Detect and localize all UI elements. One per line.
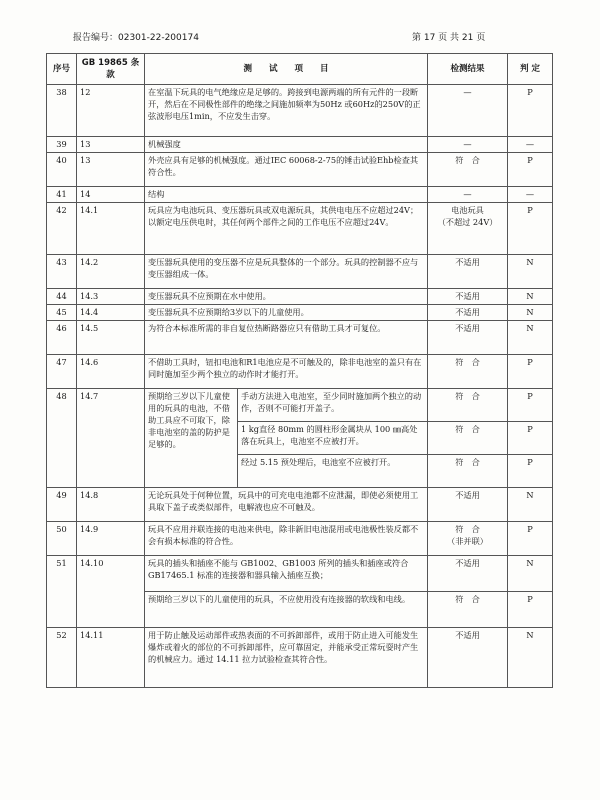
judge-cell: N [508,488,553,522]
result-text: 不适用 [455,558,480,568]
result-text: 不适用 [455,323,480,333]
judge-cell: P [508,355,553,389]
col-item: 测 试 项 目 [145,54,428,85]
row-clause: 14 [77,187,145,203]
row-clause: 14.3 [77,289,145,305]
result-cell [428,289,508,305]
result-cell [428,389,508,422]
table-row [47,522,553,556]
judge-cell: N [508,321,553,355]
table-row [47,355,553,389]
row-clause: 14.8 [77,488,145,522]
row-number: 41 [47,187,77,203]
table-row [47,389,553,422]
result-cell [428,321,508,355]
row-clause: 13 [77,137,145,153]
row-number: 50 [47,522,77,556]
sub-item-text: 1 kg直径 80mm 的圆柱形金属块从 100 ㎜高处落在玩具上，电池室不应被打开。 [238,422,428,455]
result-text: 符 合 [455,357,480,367]
row-clause: 14.7 [77,389,145,488]
result-text: 不适用 [455,630,480,640]
table-header-row [47,54,553,85]
result-cell [428,355,508,389]
col-no: 序号 [47,54,77,85]
result-text: 不适用 [455,490,480,500]
item-text: 玩具不应用并联连接的电池来供电，除非新旧电池混用或电池极性装反都不会有损本标准的符合性。 [145,522,428,556]
row-number: 49 [47,488,77,522]
result-text: 符 合 [455,594,480,604]
item-text: 变压器玩具不应预期在水中使用。 [145,289,428,305]
table-row [47,137,553,153]
result-cell [428,255,508,289]
result-cell [428,153,508,187]
judge-cell: N [508,556,553,592]
judge-cell: P [508,389,553,422]
row-number: 51 [47,556,77,628]
row-number: 45 [47,305,77,321]
table-row [47,187,553,203]
table-row [47,85,553,137]
item-text: 玩具应为电池玩具、变压器玩具或双电源玩具，其供电电压不应超过24V；以额定电压供电时，其任何两个部件之间的工作电压不应超过24V。 [145,203,428,255]
row-clause: 14.10 [77,556,145,628]
judge-cell: N [508,289,553,305]
row-clause: 14.4 [77,305,145,321]
item-text: 机械强度 [145,137,428,153]
result-cell [428,455,508,488]
judge-cell: P [508,522,553,556]
row-number: 40 [47,153,77,187]
result-cell [428,305,508,321]
result-text: 符 合 [455,524,480,534]
row-clause: 14.11 [77,628,145,688]
result-cell [428,556,508,592]
table-row [47,289,553,305]
table-row [47,255,553,289]
result-text: — [463,189,472,199]
row-clause: 13 [77,153,145,187]
judge-cell: N [508,305,553,321]
result-text: 不适用 [455,307,480,317]
judge-cell: — [508,187,553,203]
row-number: 38 [47,85,77,137]
table-row [47,556,553,592]
table-row [47,305,553,321]
judge-cell: P [508,455,553,488]
item-text: 外壳应具有足够的机械强度。通过IEC 60068-2-75的锤击试验Ehb检查其符合性。 [145,153,428,187]
sub-item-table [145,389,427,487]
result-cell [428,187,508,203]
page-number: 第 17 页 共 21 页 [412,33,486,43]
item-text: 不借助工具时，钮扣电池和R1电池应是不可触及的，除非电池室的盖只有在同时施加至少两个独立的动作时才能打开。 [145,355,428,389]
report-number: 报告编号：02301-22-200174 [73,33,199,43]
row-number: 47 [47,355,77,389]
row-number: 44 [47,289,77,305]
result-cell [428,592,508,628]
row-number: 52 [47,628,77,688]
item-cell [145,389,428,488]
row-number: 43 [47,255,77,289]
row-clause: 14.9 [77,522,145,556]
test-table [46,53,553,688]
table-row [47,321,553,355]
judge-cell: P [508,592,553,628]
item-text: 用于防止触及运动部件或热表面的不可拆卸部件，或用于防止进入可能发生爆炸或着火的部位的不可拆卸部件，应可靠固定，并能承受正常玩耍时产生的机械应力。通过 14.11 拉力试验检查其符合性。 [145,628,428,688]
item-text: 无论玩具处于何种位置，玩具中的可充电电池都不应泄漏，即使必须使用工具取下盖子或类似部件，电解液也应不可触及。 [145,488,428,522]
col-clause: GB 19865 条款 [77,54,145,85]
result-cell [428,137,508,153]
result-text: — [463,87,472,97]
item-text: 在室温下玩具的电气绝缘应是足够的。跨接到电源两端的所有元件的一段断开，然后在不同极性部件的绝缘之间施加频率为50Hz 或60Hz的250V的正弦波形电压1min，不应发生击穿。 [145,85,428,137]
row-clause: 14.5 [77,321,145,355]
item-text: 结构 [145,187,428,203]
judge-cell: P [508,422,553,455]
result-text: 符 合 [455,391,480,401]
result-cell [428,422,508,455]
sub-item-text: 经过 5.15 预处理后，电池室不应被打开。 [241,457,396,467]
result-text: 符 合 [455,457,480,467]
row-clause: 14.1 [77,203,145,255]
col-judge: 判 定 [508,54,553,85]
judge-cell: P [508,153,553,187]
row-number: 42 [47,203,77,255]
result-text: 符 合 [455,155,480,165]
row-clause: 12 [77,85,145,137]
sub-item-left: 预期给三岁以下儿童使用的玩具的电池，不借助工具应不可取下，除非电池室的盖的防护是足够的。 [145,389,238,487]
result-text: 电池玩具 [451,205,484,215]
page-header [0,30,600,46]
row-clause: 14.6 [77,355,145,389]
row-number: 39 [47,137,77,153]
item-text: 变压器玩具使用的变压器不应是玩具整体的一个部分。玩具的控制器不应与变压器组成一体。 [145,255,428,289]
item-text: 为符合本标准所需的非自复位热断路器应只有借助工具才可复位。 [145,321,428,355]
judge-cell: N [508,628,553,688]
result-cell [428,203,508,255]
item-text: 玩具的插头和插座不能与 GB1002、GB1003 所列的插头和插座或符合 GB17465.1 标准的连接器和器具输入插座互换； [145,556,428,592]
row-number: 46 [47,321,77,355]
result-text: — [463,139,472,149]
row-number: 48 [47,389,77,488]
col-result: 检测结果 [428,54,508,85]
result-text: 不适用 [455,257,480,267]
item-text: 变压器玩具不应预期给3岁以下的儿童使用。 [145,305,428,321]
result-cell [428,522,508,556]
table-row [47,203,553,255]
sub-item-text: 手动方法进入电池室，至少同时施加两个独立的动作，否则不可能打开盖子。 [238,389,428,422]
judge-cell: P [508,85,553,137]
result-note: （非并联） [447,536,488,546]
judge-cell: N [508,255,553,289]
result-cell [428,85,508,137]
item-text: 预期给三岁以下的儿童使用的玩具，不应使用没有连接器的软线和电线。 [145,592,428,628]
table-row [47,153,553,187]
judge-cell: P [508,203,553,255]
result-text: 符 合 [455,424,480,434]
result-cell [428,488,508,522]
result-note: （不超过 24V） [437,217,498,227]
row-clause: 14.2 [77,255,145,289]
judge-cell: — [508,137,553,153]
table-row [47,628,553,688]
table-row [47,488,553,522]
result-cell [428,628,508,688]
result-text: 不适用 [455,291,480,301]
